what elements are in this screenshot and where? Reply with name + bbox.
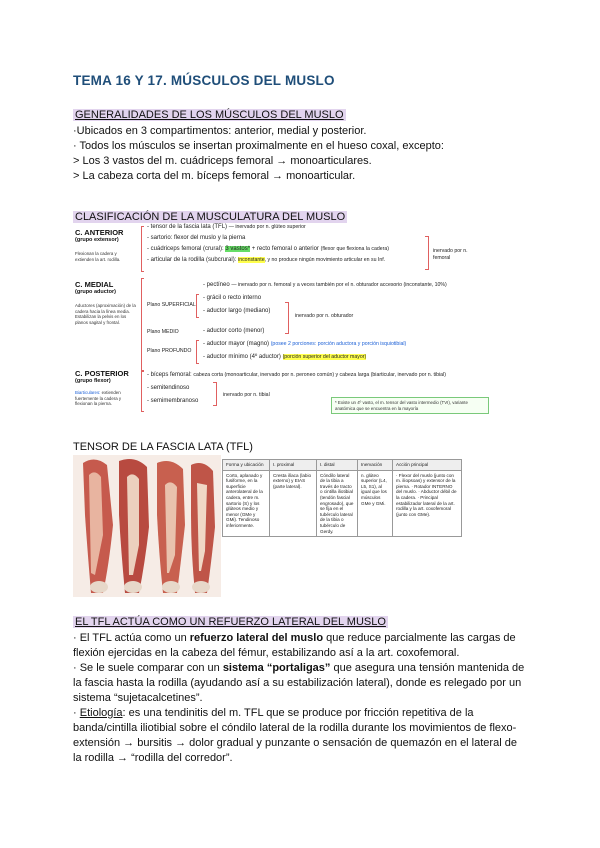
table-header-row: [223, 460, 462, 471]
femoral-nerve: inervado por n. femoral: [433, 248, 468, 261]
table-header: Inervación: [358, 460, 393, 471]
articular-note: , y no produce ningún movimiento articular en su Inf.: [264, 257, 386, 263]
posterior-group: [75, 369, 137, 407]
table-cell: n. glúteo superior (L4, L5, S1), al igual que los músculos GMe y GMi.: [358, 470, 393, 537]
semimembranoso-item: - semimembranoso: [147, 398, 199, 404]
generalidades-line: · Todos los músculos se insertan proximalmente en el hueso coxal, excepto:: [73, 140, 444, 152]
tfl-item: - tensor de la fascia lata (TFL): [147, 224, 228, 230]
generalidades-line: ·Ubicados en 3 compartimentos: anterior, medial y posterior.: [73, 125, 367, 137]
table-header: Forma y ubicación: [223, 460, 270, 471]
generalidades-heading: GENERALIDADES DE LOS MÚSCULOS DEL MUSLO: [75, 109, 344, 121]
plano-profundo: Plano PROFUNDO: [147, 348, 192, 354]
medial-bracket: [141, 278, 144, 372]
pectineo-note: inervado por n. femoral y a veces también por el n. obturador accesorio (inconstante, 10%): [238, 282, 447, 288]
plano-medio: Plano MEDIO: [147, 329, 179, 335]
posterior-bracket: [141, 370, 144, 412]
clasificacion-heading: CLASIFICACIÓN DE LA MUSCULATURA DEL MUSLO: [75, 211, 346, 223]
sup-bracket: [196, 294, 199, 318]
medial-note: Aductores (aproximación) de la cadera hacia la línea media. Estabilizan la pelvis en los planos sagital y frontal.: [75, 303, 136, 325]
table-cell: · Flexor del muslo (junto con m. iliopsoas) y extensor de la pierna. · Rotador INTERNO del muslo. · Abductor débil de la cadera. · Principal estabilizador lateral de la art. rodilla y la art. coxofemoral (junto con GMe).: [393, 470, 462, 537]
articular-item: - articular de la rodilla (subcrural):: [147, 257, 237, 263]
inconstante-badge: inconstante: [238, 257, 265, 263]
table-cell: Corto, aplanado y fusiforme, en la superficie anterolateral de la cadera, entre m. sartorio (S) y los glúteos medio y menor (GMe y GMi). Tendinoso inferiormente.: [223, 470, 270, 537]
thigh-muscles-icon: [73, 455, 221, 597]
classification-diagram: C. ANTERIOR (grupo extensor) Flexionan la cadera y extienden la art. rodilla. - tensor de la fascia lata (TFL) — inervado por n. glúteo superior - sartorio: flexor del muslo y la pierna - cuádriceps femoral (crural): 3 vastos* + recto femoral o anterior (flexor que flexiona la cadera) - articular de la rodilla (subcrural): inconstante, y no produce ningún movimiento articular en su Inf. inervado por n. femoral C. MEDIAL (grupo aductor) Aductores (aproximación) de la cadera hacia la línea media. Estabilizan la pelvis en los planos sagital y frontal. - pectíneo — inervado por n. femoral y a veces también por el n. obturador accesorio (inconstante, 10%) Plano SUPERFICIAL - grácil o recto interno - aductor largo (mediano) inervado por n. obturador Plano MEDIO - aductor corto (menor) Plano PROFUNDO - aductor mayor (magno) (posee 2 porciones: porción aductora y porción isquiotibial) - aductor mínimo (4º aductor) (porción superior del aductor mayor) C. POSTERIOR (grupo flexor) Biarticulares: extienden fuertemente la cadera y flexionan la pierna. - bíceps femoral: cabeza corta (monoarticular, inervado por n. peroneo común) y cabeza larga (biarticular, inervado por n. tibial) - semitendinoso - semimembranoso inervado por n. tibial * Existe un 4º vasto, el m. tensor del vasto intermedio (TVI), variante anatómica que se encuentra en la mayoría: [73, 222, 528, 417]
table-cell: Cóndilo lateral de la tibia a través de tracto o cintilla iliotibial (tendón fascial engrosado), que se fija en el tubérculo lateral de la tibia o tubérculo de Gerdy.: [317, 470, 358, 537]
refuerzo-paragraph: · El TFL actúa como un refuerzo lateral del muslo que reduce parcialmente las cargas de flexión ejercidas en la cabeza del fémur, estabilizando así a la art. coxofemoral.: [73, 632, 516, 659]
refuerzo-heading: EL TFL ACTÚA COMO UN REFUERZO LATERAL DEL MUSLO: [75, 616, 386, 628]
footnote-box: * Existe un 4º vasto, el m. tensor del vasto intermedio (TVI), variante anatómica que se encuentra en la mayoría: [331, 397, 489, 414]
anterior-group: [75, 228, 135, 262]
generalidades-line: > La cabeza corta del m. bíceps femoral → monoarticular.: [73, 170, 356, 182]
vastos-badge: 3 vastos*: [225, 246, 251, 252]
table-header: I. distal: [317, 460, 358, 471]
semitendinoso-item: - semitendinoso: [147, 385, 190, 391]
aductor-largo-item: - aductor largo (mediano): [203, 308, 271, 314]
cuadriceps-item: - cuádriceps femoral (crural):: [147, 246, 224, 252]
biceps-note: cabeza corta (monoarticular, inervado por n. peroneo común) y cabeza larga (biarticular, inervado por n. tibial): [193, 372, 446, 378]
anterior-label: C. ANTERIOR: [75, 228, 124, 237]
tensor-heading-wrap: [73, 437, 253, 455]
minimo-note: (porción superior del aductor mayor): [282, 354, 367, 360]
recto-femoral: + recto femoral o anterior: [251, 246, 319, 252]
tfl-table: [222, 459, 462, 537]
posterior-label: C. POSTERIOR: [75, 369, 129, 378]
aductor-minimo-item: - aductor mínimo (4º aductor): [203, 354, 281, 360]
plano-superficial: Plano SUPERFICIAL: [147, 302, 196, 308]
obturador-bracket: [285, 302, 289, 334]
medial-group: [75, 280, 137, 325]
tfl-note: inervado por n. glúteo superior: [235, 224, 306, 230]
tibial-note: inervado por n. tibial: [223, 392, 270, 398]
posterior-sub: (grupo flexor): [75, 378, 111, 384]
page-title: TEMA 16 Y 17. MÚSCULOS DEL MUSLO: [73, 73, 335, 88]
biarticulares-label: Biarticulares:: [75, 390, 101, 395]
tibial-bracket: [213, 382, 217, 406]
mayor-note: (posee 2 porciones: porción aductora y porción isquiotibial): [270, 341, 407, 347]
table-header: I. proximal: [270, 460, 317, 471]
anterior-note: Flexionan la cadera y extienden la art. rodilla.: [75, 251, 121, 262]
generalidades-section: [73, 105, 444, 184]
table-cell: Cresta ilíaca (labio externo) y EIAS (parte lateral).: [270, 470, 317, 537]
anterior-items: - tensor de la fascia lata (TFL) — inervado por n. glúteo superior - sartorio: flexor del muslo y la pierna - cuádriceps femoral (crural): 3 vastos* + recto femoral o anterior (flexor que flexiona la cadera) - articular de la rodilla (subcrural): inconstante, y no produce ningún movimiento articular en su Inf.: [147, 224, 389, 263]
refuerzo-paragraph: · Se le suele comparar con un sistema “portaligas” que asegura una tensión mantenida de la fascia hasta la rodilla (ayudando así a su estabilización lateral), donde es relegado por un sistema “sujetacalcetines”.: [73, 662, 525, 704]
aductor-corto-item: - aductor corto (menor): [203, 328, 265, 334]
gracil-item: - grácil o recto interno: [203, 295, 262, 301]
medial-sub: (grupo aductor): [75, 289, 116, 295]
posterior-note: extienden fuertemente la cadera y flexionan la pierna.: [75, 390, 122, 406]
femoral-bracket: [425, 236, 429, 270]
pectineo-item: - pectíneo: [203, 282, 230, 288]
aductor-mayor-item: - aductor mayor (magno): [203, 341, 270, 347]
generalidades-line: > Los 3 vastos del m. cuádriceps femoral → monoarticulares.: [73, 155, 372, 167]
table-header: Acción principal: [393, 460, 462, 471]
recto-note: (flexor que flexiona la cadera): [320, 246, 389, 252]
refuerzo-paragraph: · Etiología: es una tendinitis del m. TFL que se produce por fricción repetitiva de la banda/cintilla iliotibial sobre el cóndilo lateral de la rodilla durante los movimientos de flexo-extensión → bursitis → dolor gradual y punzante o sensación de quemazón en el lateral de la rodilla → “rodilla del corredor”.: [73, 707, 517, 764]
prof-bracket: [196, 340, 199, 364]
biceps-item: - bíceps femoral:: [147, 372, 192, 378]
obturador-note: inervado por n. obturador: [295, 313, 354, 319]
anterior-sub: (grupo extensor): [75, 237, 119, 243]
sartorio-item: - sartorio: flexor del muslo y la pierna: [147, 235, 246, 241]
tensor-heading: TENSOR DE LA FASCIA LATA (TFL): [73, 441, 253, 453]
refuerzo-section: [73, 612, 528, 766]
anterior-bracket: [141, 226, 144, 272]
table-row: [223, 470, 462, 537]
medial-label: C. MEDIAL: [75, 280, 114, 289]
tfl-table-wrap: [222, 459, 462, 537]
anatomy-illustration: [73, 455, 221, 597]
